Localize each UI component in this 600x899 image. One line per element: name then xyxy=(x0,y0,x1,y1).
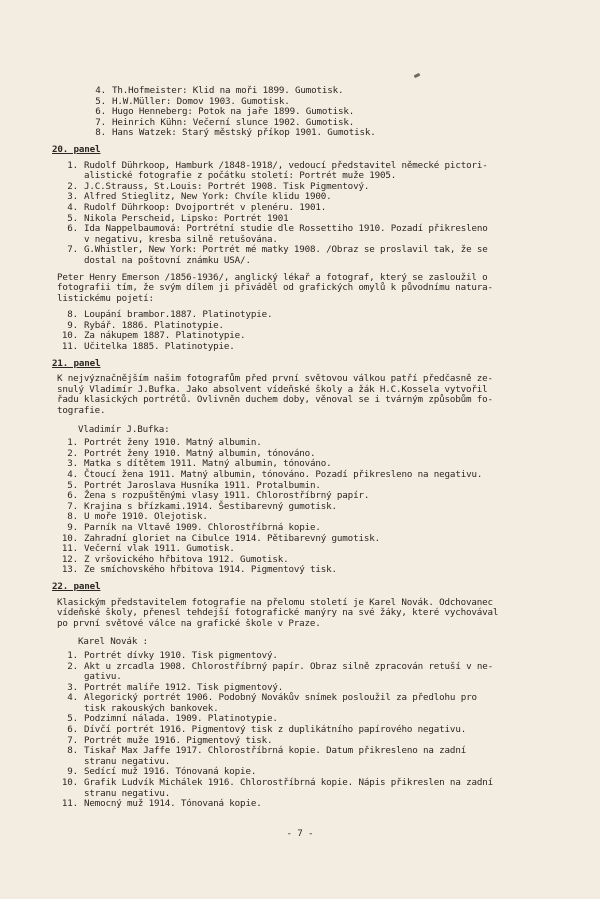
item-text: Rudolf Dührkoop, Hamburk /1848-1918/, vedoucí představitel německé pictori- alistické fotografie z počátku století: Portrét muže 1905. xyxy=(84,159,488,182)
panel-21-author: Vladimír J.Bufka: xyxy=(78,423,170,435)
item-number: 9. xyxy=(67,521,78,533)
list-item xyxy=(52,799,560,810)
list-item xyxy=(52,662,560,683)
item-number: 11. xyxy=(61,341,78,353)
item-text: Loupání brambor.1887. Platinotypie. xyxy=(84,309,273,321)
list-item xyxy=(52,693,560,714)
item-text: Alegorický portrét 1906. Podobný Novákův snímek posloužil za předlohu pro tisk rakouských bankovek. xyxy=(84,692,477,714)
item-text: Matka s dítětem 1911. Matný albumin, tónováno. xyxy=(84,458,332,470)
item-text: Ida Nappelbaumová: Portrétní studie dle Rossettiho 1910. Pozadí přikresleno v negativu, kresba silně retušována. xyxy=(84,223,488,245)
item-number: 9. xyxy=(67,766,78,778)
panel-20-heading: 20. panel xyxy=(52,143,101,155)
ink-mark xyxy=(414,73,421,78)
item-number: 7. xyxy=(67,500,78,512)
item-number: 5. xyxy=(95,95,106,107)
item-number: 10. xyxy=(61,777,78,789)
item-text: Podzimní nálada. 1909. Platinotypie. xyxy=(84,713,278,725)
item-number: 3. xyxy=(67,681,78,693)
item-number: 11. xyxy=(61,798,78,810)
item-number: 10. xyxy=(61,330,78,342)
item-number: 6. xyxy=(67,490,78,502)
panel-20-list xyxy=(52,161,560,267)
item-text: Z vršovického hřbitova 1912. Gumotisk. xyxy=(84,553,289,565)
item-text: Krajina s břízkami.1914. Šestibarevný gumotisk. xyxy=(84,500,337,512)
item-number: 4. xyxy=(67,201,78,213)
item-text: Rybář. 1886. Platinotypie. xyxy=(84,319,224,331)
item-number: 6. xyxy=(67,223,78,235)
list-item xyxy=(52,470,560,481)
list-item xyxy=(52,523,560,534)
item-text: Nikola Perscheid, Lipsko: Portrét 1901 xyxy=(84,212,289,224)
item-text: Učitelka 1885. Platinotypie. xyxy=(84,341,235,353)
item-text: Portrét Jaroslava Husníka 1911. Protalbumin. xyxy=(84,479,321,491)
list-item xyxy=(80,86,560,97)
item-text: Th.Hofmeister: Klid na moři 1899. Gumotisk. xyxy=(112,85,344,96)
list-item xyxy=(52,161,560,182)
panel-21-heading: 21. panel xyxy=(52,357,101,369)
list-item xyxy=(52,778,560,799)
item-text: Portrét ženy 1910. Matný albumin, tónováno. xyxy=(84,447,316,459)
item-number: 4. xyxy=(67,469,78,480)
item-number: 13. xyxy=(61,564,78,576)
item-number: 1. xyxy=(67,159,78,171)
item-number: 10. xyxy=(61,532,78,544)
list-item xyxy=(52,342,560,353)
item-text: Tiskař Max Jaffe 1917. Chlorostříbrná kopie. Datum přikresleno na zadní stranu negativu. xyxy=(84,745,467,767)
list-item xyxy=(52,565,560,576)
item-number: 6. xyxy=(67,724,78,736)
item-number: 3. xyxy=(67,191,78,203)
item-text: Hans Watzek: Starý městský příkop 1901. Gumotisk. xyxy=(112,127,376,139)
item-number: 2. xyxy=(67,447,78,459)
list-item xyxy=(52,746,560,767)
item-text: Čtoucí žena 1911. Matný albumin, tónováno. Pozadí přikresleno na negativu. xyxy=(84,469,483,480)
item-text: Dívčí portrét 1916. Pigmentový tisk z duplikátního papírového negativu. xyxy=(84,724,467,736)
page-number: - 7 - xyxy=(286,828,314,839)
item-text: Portrét ženy 1910. Matný albumin. xyxy=(84,437,262,449)
list-item xyxy=(80,128,560,139)
item-number: 8. xyxy=(95,127,106,139)
item-text: Hugo Henneberg: Potok na jaře 1899. Gumotisk. xyxy=(112,106,355,118)
item-text: Večerní vlak 1911. Gumotisk. xyxy=(84,543,235,555)
item-number: 7. xyxy=(67,734,78,746)
list-item xyxy=(52,203,560,214)
item-text: Portrét malíře 1912. Tisk pigmentový. xyxy=(84,681,284,693)
item-text: Sedící muž 1916. Tónovaná kopie. xyxy=(84,766,257,778)
item-number: 8. xyxy=(67,745,78,757)
item-text: Heinrich Kühn: Večerní slunce 1902. Gumotisk. xyxy=(112,116,355,128)
list-item xyxy=(52,224,560,245)
item-number: 7. xyxy=(67,244,78,256)
item-number: 7. xyxy=(95,116,106,128)
item-number: 3. xyxy=(67,458,78,470)
panel-22-author: Karel Novák : xyxy=(78,636,148,648)
item-text: Ze smíchovského hřbitova 1914. Pigmentový tisk. xyxy=(84,564,337,576)
item-number: 1. xyxy=(67,437,78,449)
item-text: G.Whistler, New York: Portrét mé matky 1908. /Obraz se proslavil tak, že se dostal na poštovní známku USA/. xyxy=(84,244,488,266)
item-text: Zahradní gloriet na Cibulce 1914. Pětibarevný gumotisk. xyxy=(84,532,380,544)
item-text: U moře 1910. Olejotisk. xyxy=(84,511,208,523)
panel-20-list-2 xyxy=(52,310,560,352)
panel-21-paragraph: K nejvýznačnějším našim fotografům před první světovou válkou patří předčasně ze- snulý Vladimír J.Bufka. Jako absolvent vídeňské školy a žák H.C.Kossela vytvořil řadu klasických portrétů. Ovlivněn duchem doby, věnoval se i tvárným způsobům fo- tografie. xyxy=(57,373,493,417)
item-text: Portrét muže 1916. Pigmentový tisk. xyxy=(84,734,273,746)
item-number: 4. xyxy=(67,692,78,704)
panel-20-paragraph: Peter Henry Emerson /1856-1936/, anglický lékař a fotograf, který se zasloužil o fotografii tím, že svým dílem ji přiváděl od grafických omylů k původnímu natura- listickému pojetí: xyxy=(57,271,493,304)
item-text: Žena s rozpuštěnými vlasy 1911. Chlorostříbrný papír. xyxy=(84,490,370,502)
item-number: 12. xyxy=(61,553,78,565)
item-number: 8. xyxy=(67,309,78,321)
item-number: 2. xyxy=(67,180,78,192)
panel-21-list xyxy=(52,438,560,576)
item-text: H.W.Müller: Domov 1903. Gumotisk. xyxy=(112,95,290,107)
list-item xyxy=(52,651,560,662)
item-text: Za nákupem 1887. Platinotypie. xyxy=(84,330,246,342)
item-text: Akt u zrcadla 1908. Chlorostříbrný papír. Obraz silně zpracován retuší v ne- gativu. xyxy=(84,660,493,683)
item-number: 5. xyxy=(67,713,78,725)
item-text: Nemocný muž 1914. Tónovaná kopie. xyxy=(84,798,262,810)
panel-22-list xyxy=(52,651,560,810)
item-number: 2. xyxy=(67,660,78,672)
list-top xyxy=(52,86,560,139)
item-text: Parník na Vltavě 1909. Chlorostříbrná kopie. xyxy=(84,521,321,533)
list-item xyxy=(52,245,560,266)
item-text: Grafik Ludvík Michálek 1916. Chlorostříbrná kopie. Nápis přikreslen na zadní stranu negativu. xyxy=(84,777,493,799)
item-number: 6. xyxy=(95,106,106,118)
panel-22-heading: 22. panel xyxy=(52,580,101,592)
item-text: J.C.Strauss, St.Louis: Portrét 1908. Tisk Pigmentový. xyxy=(84,180,370,192)
item-number: 9. xyxy=(67,319,78,331)
item-number: 5. xyxy=(67,212,78,224)
item-number: 4. xyxy=(95,85,106,96)
item-text: Portrét dívky 1910. Tisk pigmentový. xyxy=(84,649,278,661)
item-text: Alfred Stieglitz, New York: Chvíle klidu 1900. xyxy=(84,191,332,203)
item-number: 8. xyxy=(67,511,78,523)
item-number: 5. xyxy=(67,479,78,491)
item-text: Rudolf Dührkoop: Dvojportrét v plenéru. 1901. xyxy=(84,201,327,213)
item-number: 1. xyxy=(67,649,78,661)
panel-22-paragraph: Klasickým představitelem fotografie na přelomu století je Karel Novák. Odchovanec vídeňské školy, přenesl tehdejší fotografické manýry na své žáky, které vychovával po první světové válce na grafické škole v Praze. xyxy=(57,596,499,629)
item-number: 11. xyxy=(61,543,78,555)
